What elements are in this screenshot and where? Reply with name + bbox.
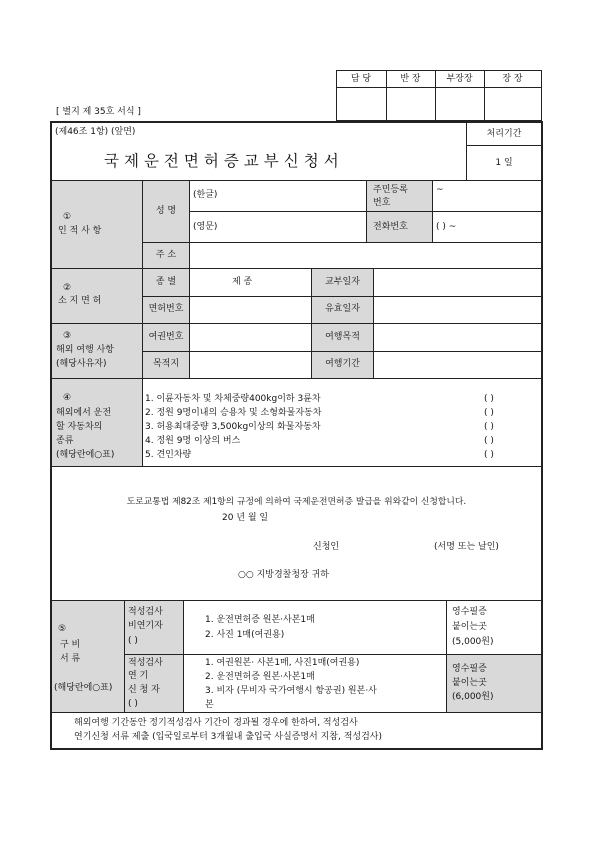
name-english-field[interactable] (230, 215, 364, 239)
group2-item-3: 3. 비자 (무비자 국가여행시 항공권) 원본·사 (205, 686, 377, 696)
address-label: 주 소 (155, 250, 177, 260)
processing-label: 처리기간 (486, 129, 522, 139)
group2-label-2: 연 기 (128, 671, 149, 681)
applicant-label: 신청인 (313, 542, 340, 552)
group2-label-3: 신 청 자 (128, 685, 160, 695)
declaration-statement: 도로교통법 제82조 제1항의 규정에 의하여 국제운전면허증 발급을 위와같이 신청합니다. (126, 497, 467, 507)
group2-item-4: 본 (205, 700, 214, 710)
vehicle-item-5: 5. 견인차량 (145, 450, 192, 460)
vehicle-label-1: 해외에서 운전 (56, 408, 112, 418)
valid-date-label: 유효일자 (325, 304, 360, 314)
travel-section-label-2: (해당사유자) (56, 359, 107, 369)
resident-label-1: 주민등록 (373, 185, 408, 195)
group1-item-2: 2. 사진 1매(여권용) (205, 630, 285, 640)
group2-fee-2: 붙이는곳 (452, 678, 487, 688)
valid-date-field[interactable] (375, 298, 539, 321)
address-field[interactable] (191, 244, 540, 267)
group2-fee-1: 영수필증 (452, 664, 487, 674)
group1-label-1: 적성검사 (128, 607, 163, 617)
declaration-date[interactable]: 20 년 월 일 (222, 513, 269, 523)
vehicle-item-3: 3. 허용최대중량 3,500kg이상의 화물자동차 (145, 422, 321, 432)
name-label: 성 명 (155, 206, 177, 216)
form-title: 국제운전면허증교부신청서 (104, 152, 344, 170)
documents-label-3: (해당란에○표) (54, 683, 113, 693)
group2-item-1: 1. 여권원본· 사본1매, 사진1매(여권용) (205, 658, 360, 668)
passport-label: 여권번호 (148, 332, 184, 342)
purpose-field[interactable] (375, 326, 539, 349)
form-reference: (제46조 1항) (앞면) (55, 127, 136, 137)
group2-item-2: 2. 운전면허증 원본·사본1매 (205, 672, 315, 682)
applicant-name-field[interactable] (350, 538, 430, 554)
processing-value: 1 일 (495, 158, 513, 168)
group1-fee-3: (5,000원) (452, 637, 494, 647)
issue-date-label: 교부일자 (325, 277, 360, 287)
issue-date-field[interactable] (375, 271, 539, 294)
group1-fee-1: 영수필증 (452, 607, 487, 617)
group1-fee-2: 붙이는곳 (452, 622, 487, 632)
resident-label-2: 번호 (373, 198, 391, 208)
recipient: ○○ 지방경찰청장 귀하 (238, 570, 329, 580)
documents-note-2: 연기신청 서류 제출 (입국일로부터 3개월내 출입국 사실증명서 지참, 적성검사) (74, 732, 383, 742)
vehicle-label-3: 종류 (56, 436, 74, 446)
phone-field[interactable]: ( ) ~ (436, 222, 457, 232)
resident-number-field[interactable]: ~ (436, 185, 444, 195)
form-number: [ 별지 제 35호 서식 ] (56, 107, 141, 117)
license-section-label: 소 지 면 허 (58, 296, 102, 306)
documents-section-no: ⑤ (58, 624, 67, 634)
vehicle-item-2: 2. 정원 9명이내의 승용차 및 소형화물자동차 (145, 408, 322, 418)
license-section-no: ② (62, 283, 72, 293)
license-no-field[interactable] (191, 298, 309, 321)
name-english-hint: (영문) (193, 222, 218, 232)
group2-label-1: 적성검사 (128, 658, 163, 668)
vehicle-item-1: 1. 이륜자동차 및 차체중량400kg이하 3륜차 (145, 394, 321, 404)
approval-header-1: 담 당 (350, 74, 372, 84)
approval-header-3: 부장장 (446, 74, 473, 84)
period-label: 여행기간 (325, 359, 360, 369)
documents-label-2: 서 류 (60, 654, 81, 664)
group1-mark[interactable]: ( ) (128, 636, 138, 646)
license-type-label: 종 별 (155, 277, 177, 287)
vehicle-mark-4[interactable]: ( ) (484, 436, 494, 446)
vehicle-section-no: ④ (62, 393, 72, 403)
group1-label-2: 비연기자 (128, 621, 163, 631)
signature-label: (서명 또는 날인) (434, 542, 499, 552)
period-field[interactable] (375, 353, 539, 376)
group1-item-1: 1. 운전면허증 원본·사본1매 (205, 615, 315, 625)
name-korean-hint: (한글) (193, 190, 218, 200)
license-no-label: 면허번호 (148, 304, 184, 314)
vehicle-mark-5[interactable]: ( ) (484, 450, 494, 460)
vehicle-mark-3[interactable]: ( ) (484, 422, 494, 432)
group2-fee-3: (6,000원) (452, 692, 494, 702)
vehicle-item-4: 4. 정원 9명 이상의 버스 (145, 436, 241, 446)
travel-section-label-1: 해외 여행 사항 (56, 345, 114, 355)
phone-label: 전화번호 (373, 222, 408, 232)
vehicle-mark-1[interactable]: ( ) (484, 394, 494, 404)
purpose-label: 여행목적 (325, 332, 360, 342)
approval-sign-box-4[interactable] (485, 88, 540, 120)
group2-mark[interactable]: ( ) (128, 699, 138, 709)
license-type-field[interactable]: 제 종 (232, 277, 253, 287)
vehicle-label-2: 할 자동차의 (56, 422, 103, 432)
destination-field[interactable] (191, 353, 309, 376)
approval-header-4: 장 장 (502, 74, 523, 84)
approval-sign-box-1[interactable] (337, 88, 385, 120)
passport-field[interactable] (191, 326, 309, 349)
travel-section-no: ③ (62, 331, 72, 341)
personal-section-label: 인 적 사 항 (58, 226, 102, 236)
documents-note-1: 해외여행 기간동안 정기적성검사 기간이 경과될 경우에 한하여, 적성검사 (74, 718, 358, 728)
destination-label: 목적지 (152, 359, 180, 369)
approval-sign-box-2[interactable] (387, 88, 434, 120)
name-korean-field[interactable] (230, 184, 364, 208)
approval-header-2: 반 장 (400, 74, 421, 84)
approval-sign-box-3[interactable] (436, 88, 483, 120)
vehicle-mark-2[interactable]: ( ) (484, 408, 494, 418)
personal-section-no: ① (62, 212, 72, 222)
documents-label-1: 구 비 (60, 640, 81, 650)
vehicle-label-4: (해당란에○표) (56, 450, 115, 460)
